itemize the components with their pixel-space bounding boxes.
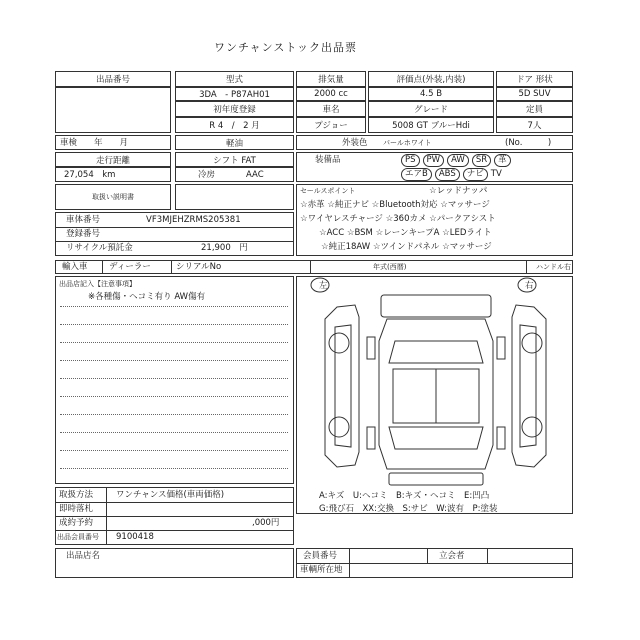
sales-point-line: ☆赤革 ☆純正ナビ ☆Bluetooth対応 ☆マッサージ	[300, 200, 490, 210]
door-shape-value: 5D SUV	[496, 87, 573, 101]
legend-line: G:飛び石 XX:交換 S:サビ W:波有 P:塗装	[319, 504, 498, 514]
seats-label: 定員	[496, 101, 573, 117]
notes-box: 出品店記入【注意事項】 ※各種傷・ヘコミ有り AW傷有	[55, 276, 294, 484]
member-number: 9100418	[116, 532, 154, 542]
grade-score-value: 4.5 B	[368, 87, 494, 101]
equipment-row-2: エアB ABS ナビ TV	[401, 168, 502, 181]
fuel-value: 軽油	[175, 135, 294, 150]
exterior-color-row: 外装色 パールホワイト (No. )	[296, 135, 573, 150]
sales-point-line: ☆レッドナッパ	[429, 186, 488, 196]
blank-box	[175, 184, 294, 210]
vin-block: 車体番号 VF3MJEHZRMS205381 登録番号 リサイクル預託金 21,900 円	[55, 212, 294, 256]
car-name-label: 車名	[296, 101, 366, 117]
member-info-box: 会員番号 立会者 車輌所在地	[296, 548, 573, 578]
sheet-title: ワンチャンストック出品票	[214, 41, 358, 54]
displacement-label: 排気量	[296, 71, 366, 87]
lot-number-label: 出品番号	[55, 71, 171, 87]
manual-box: 取扱い説明書	[55, 184, 171, 210]
grade-score-label: 評価点(外装,内装)	[368, 71, 494, 87]
import-row: 輸入車 ディーラー シリアルNo 年式(西暦) ハンドル右	[55, 260, 573, 274]
sales-point-line: ☆ワイヤレスチャージ ☆360カメ ☆パークアシスト	[300, 214, 496, 224]
first-reg-value: R 4 / 2 月	[175, 117, 294, 133]
aircon-row: 冷房 AAC	[175, 167, 294, 182]
sales-point-line: ☆純正18AW ☆ツインドパネル ☆マッサージ	[321, 242, 492, 252]
left-side-label: 左	[319, 281, 328, 291]
shift-type: シフト FAT	[175, 152, 294, 167]
mileage-label: 走行距離	[55, 152, 171, 167]
first-reg-label: 初年度登録	[175, 101, 294, 117]
shop-name-box: 出品店名	[55, 548, 294, 578]
vin-value: VF3MJEHZRMS205381	[146, 215, 241, 225]
sale-method-block: 取扱方法 ワンチャンス価格(車両価格) 即時落札 成約予約 ,000円 出品会員番号 9100418	[55, 487, 294, 545]
car-name-value: プジョー	[296, 117, 366, 133]
seats-value: 7人	[496, 117, 573, 133]
trim-label: グレード	[368, 101, 494, 117]
mileage-value: 27,054 km	[55, 167, 171, 182]
legend-line: A:キズ U:ヘコミ B:キズ・ヘコミ E:凹凸	[319, 491, 490, 501]
equipment-row-1: PS PW AW SR 革	[401, 154, 514, 167]
equipment-box: 装備品 PS PW AW SR 革 エアB ABS ナビ TV	[296, 152, 573, 182]
recycle-value: 21,900 円	[201, 243, 248, 253]
door-shape-label: ドア 形状	[496, 71, 573, 87]
displacement-value: 2000 cc	[296, 87, 366, 101]
notes-line: ※各種傷・ヘコミ有り AW傷有	[88, 292, 206, 302]
trim-value: 5008 GT ブルーHdi	[368, 117, 494, 133]
inspection-label: 車検 年 月	[55, 135, 171, 150]
sales-point-line: ☆ACC ☆BSM ☆レーンキープA ☆LEDライト	[319, 228, 492, 238]
contract-price: ,000円	[252, 518, 280, 528]
car-outline-diagram	[297, 277, 574, 489]
model-value: 3DA - P87AH01	[175, 87, 294, 101]
sales-points-box: セールスポイント ☆レッドナッパ ☆赤革 ☆純正ナビ ☆Bluetooth対応 ☆マッサージ ☆ワイヤレスチャージ ☆360カメ ☆パークアシスト ☆ACC ☆BSM ☆レーンキープA ☆LEDライト ☆純正18AW ☆ツインドパネル ☆マッサージ	[296, 184, 573, 256]
sale-method-value: ワンチャンス価格(車両価格)	[116, 490, 225, 500]
model-label: 型式	[175, 71, 294, 87]
right-side-label: 右	[525, 281, 534, 291]
damage-diagram-box	[296, 276, 573, 514]
lot-number-box	[55, 87, 171, 133]
